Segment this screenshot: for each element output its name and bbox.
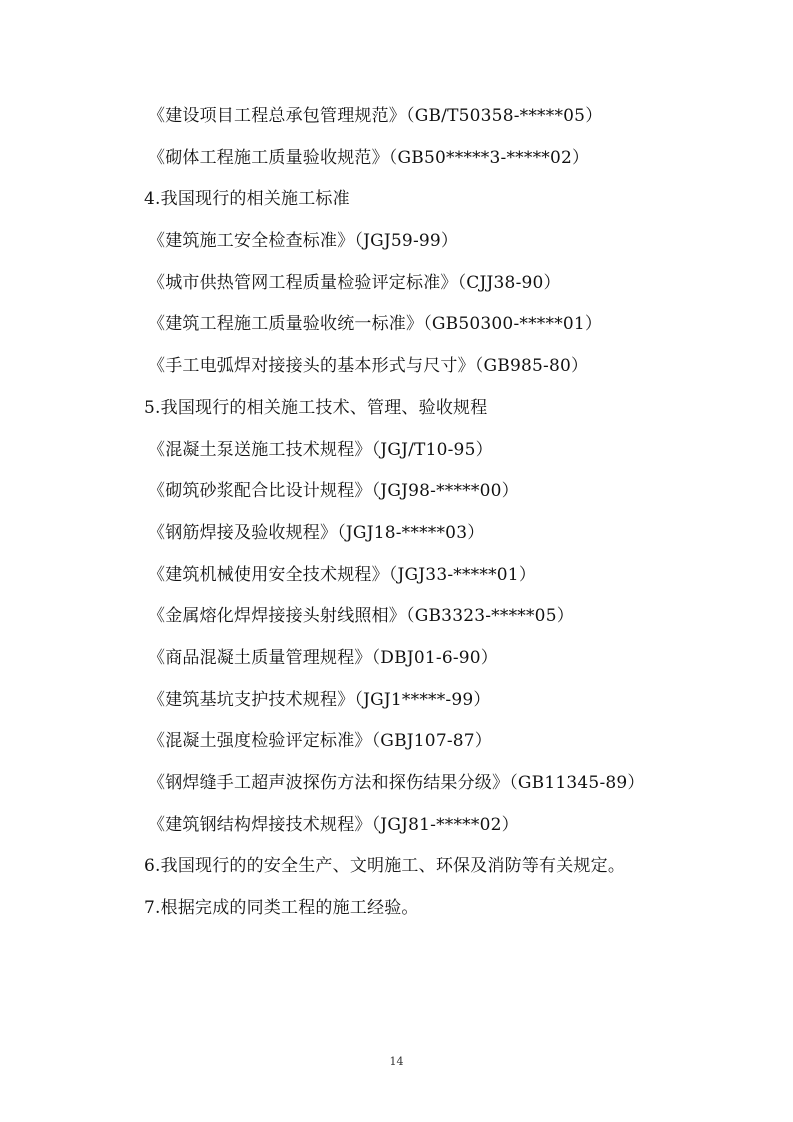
standard-item: 《建筑工程施工质量验收统一标准》（GB50300-*****01） <box>148 314 603 335</box>
section-heading: 4.我国现行的相关施工标准 <box>144 189 350 210</box>
standard-item: 《建筑钢结构焊接技术规程》（JGJ81-*****02） <box>148 814 519 835</box>
standard-item: 《建筑基坑支护技术规程》（JGJ1*****-99） <box>148 689 491 710</box>
standard-item: 《城市供热管网工程质量检验评定标准》（CJJ38-90） <box>148 272 561 293</box>
standard-item: 《商品混凝土质量管理规程》（DBJ01-6-90） <box>148 647 499 668</box>
standard-item: 《砌体工程施工质量验收规范》（GB50*****3-*****02） <box>148 147 590 168</box>
document-body <box>144 103 764 937</box>
standard-item: 《建设项目工程总承包管理规范》（GB/T50358-*****05） <box>148 106 603 126</box>
section-heading: 7.根据完成的同类工程的施工经验。 <box>144 898 419 919</box>
standard-item: 《混凝土强度检验评定标准》（GBJ107-87） <box>148 731 493 752</box>
standard-item: 《钢焊缝手工超声波探伤方法和探伤结果分级》（GB11345-89） <box>148 773 645 793</box>
standard-item: 《建筑施工安全检查标准》（JGJ59-99） <box>148 231 459 252</box>
standard-item: 《钢筋焊接及验收规程》（JGJ18-*****03） <box>148 522 485 543</box>
standard-item: 《金属熔化焊焊接接头射线照相》（GB3323-*****05） <box>148 606 574 627</box>
standard-item: 《手工电弧焊对接接头的基本形式与尺寸》（GB985-80） <box>148 356 589 377</box>
standard-item: 《建筑机械使用安全技术规程》（JGJ33-*****01） <box>148 564 537 585</box>
standard-item: 《混凝土泵送施工技术规程》（JGJ/T10-95） <box>148 439 493 460</box>
section-heading: 6.我国现行的的安全生产、文明施工、环保及消防等有关规定。 <box>144 856 626 877</box>
section-heading: 5.我国现行的相关施工技术、管理、验收规程 <box>144 397 488 418</box>
standard-item: 《砌筑砂浆配合比设计规程》（JGJ98-*****00） <box>148 481 519 502</box>
page-number: 14 <box>389 1055 404 1068</box>
